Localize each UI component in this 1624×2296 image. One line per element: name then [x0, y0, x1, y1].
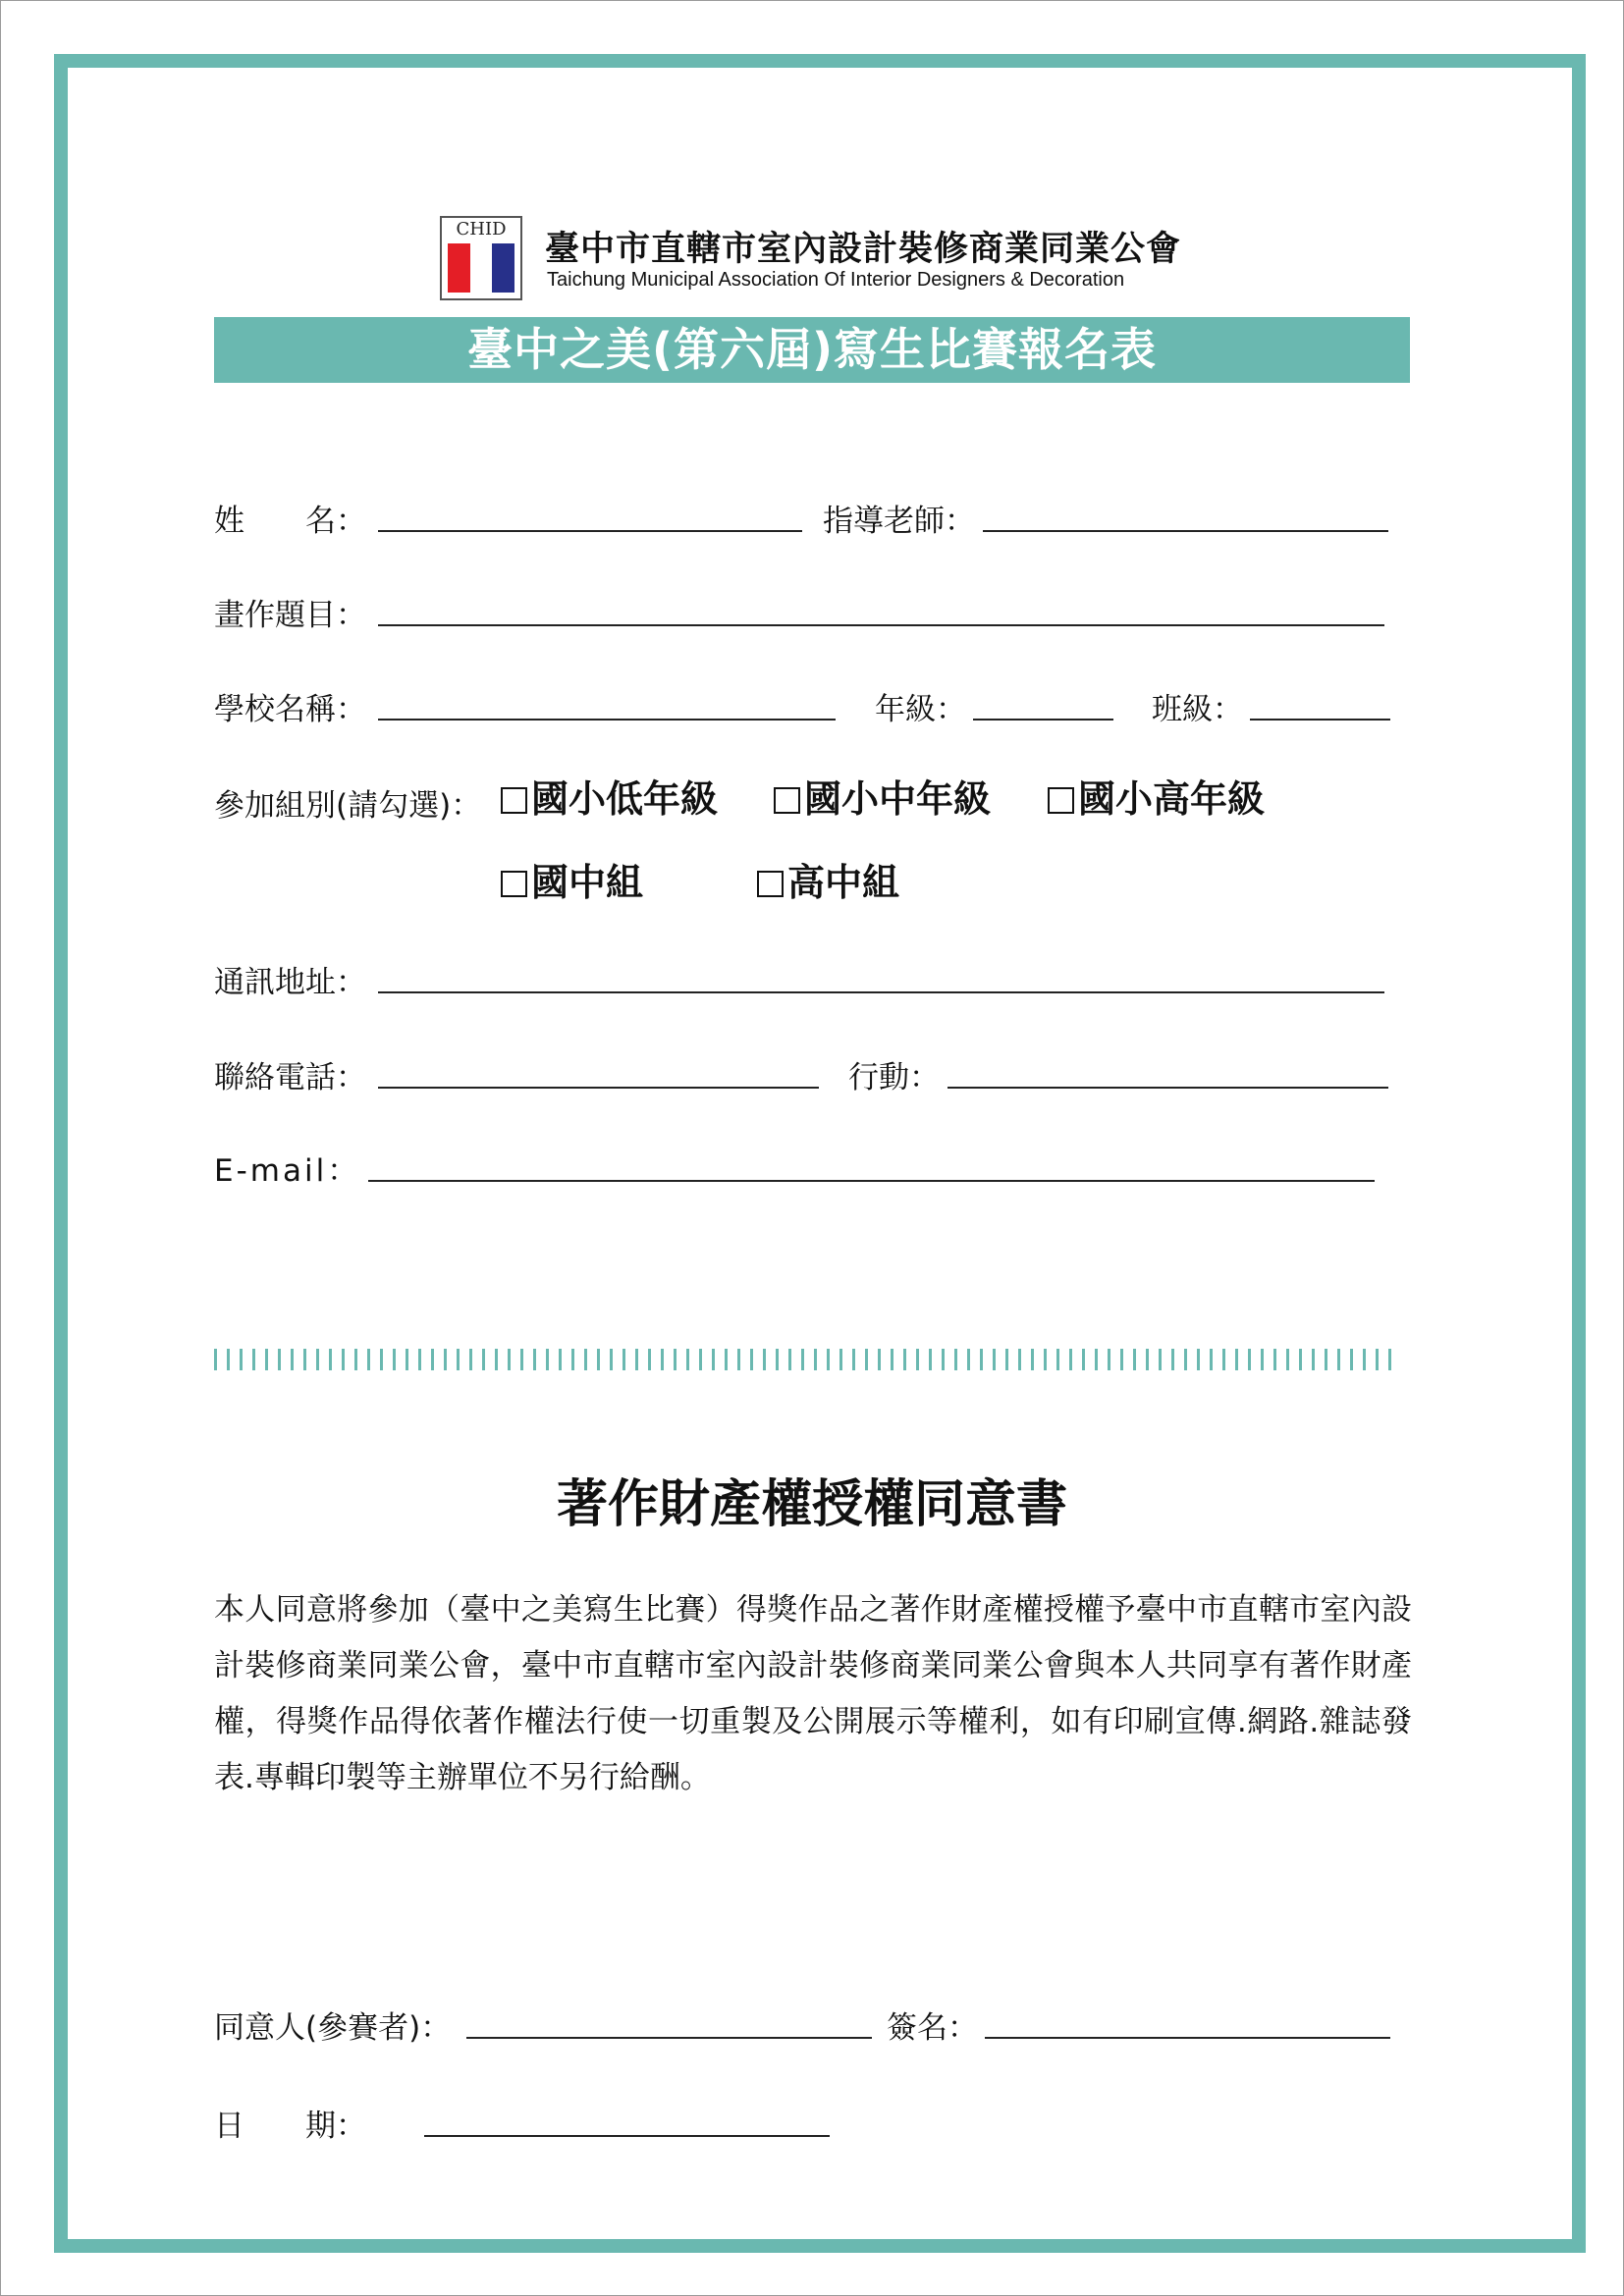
checkbox[interactable]	[501, 787, 527, 814]
consent-body: 本人同意將參加（臺中之美寫生比賽）得獎作品之著作財產權授權予臺中市直轄市室內設計裝修商業同業公會，臺中市直轄市室內設計裝修商業同業公會與本人共同享有著作財產權，得獎作品得依著作權法行使一切重製及公開展示等權利，如有印刷宣傳.網路.雜誌發表.專輯印製等主辦單位不另行給酬。	[214, 1592, 1412, 1795]
mobile-field[interactable]	[947, 1087, 1388, 1089]
consenter-field[interactable]	[466, 2037, 872, 2039]
date-label: 日 期：	[214, 2109, 366, 2144]
class-field[interactable]	[1250, 719, 1390, 721]
option-label: 國小低年級	[531, 777, 719, 821]
group-option-junior-high[interactable]	[501, 852, 643, 906]
logo-red-stripe	[448, 243, 470, 293]
artwork-title-label: 畫作題目：	[214, 598, 366, 633]
group-option-elementary-low[interactable]	[501, 769, 718, 823]
name-label: 姓 名：	[214, 504, 366, 539]
phone-field[interactable]	[378, 1087, 819, 1089]
org-name-en: Taichung Municipal Association Of Interior Designers & Decoration	[547, 269, 1125, 291]
org-name-zh: 臺中市直轄市室內設計裝修商業同業公會	[545, 230, 1182, 269]
dashed-divider	[214, 1349, 1398, 1370]
grade-field[interactable]	[973, 719, 1113, 721]
email-label: E-mail：	[214, 1153, 361, 1189]
option-label: 國中組	[531, 861, 644, 904]
group-option-elementary-high[interactable]	[1048, 769, 1265, 823]
mobile-label: 行動：	[848, 1060, 940, 1095]
teacher-label: 指導老師：	[823, 504, 975, 539]
logo-white-stripe	[470, 243, 492, 293]
checkbox[interactable]	[501, 871, 527, 897]
checkbox[interactable]	[1048, 787, 1074, 814]
phone-label: 聯絡電話：	[214, 1060, 366, 1095]
signature-field[interactable]	[985, 2037, 1390, 2039]
name-field[interactable]	[378, 530, 802, 532]
group-option-elementary-mid[interactable]	[774, 769, 991, 823]
school-field[interactable]	[378, 719, 836, 721]
email-field[interactable]	[368, 1180, 1375, 1182]
school-label: 學校名稱：	[214, 692, 366, 727]
checkbox[interactable]	[757, 871, 784, 897]
consent-title: 著作財產權授權同意書	[556, 1474, 1067, 1534]
group-option-senior-high[interactable]	[757, 852, 899, 906]
option-label: 高中組	[787, 861, 900, 904]
signature-label: 簽名：	[887, 2010, 978, 2046]
checkbox[interactable]	[774, 787, 800, 814]
form-title: 臺中之美(第六屆)寫生比賽報名表	[214, 317, 1410, 383]
teacher-field[interactable]	[983, 530, 1388, 532]
artwork-title-field[interactable]	[378, 624, 1384, 626]
option-label: 國小高年級	[1078, 777, 1266, 821]
grade-label: 年級：	[875, 692, 966, 727]
consenter-label: 同意人(參賽者)：	[214, 2010, 452, 2046]
address-label: 通訊地址：	[214, 965, 366, 1000]
date-field[interactable]	[424, 2135, 830, 2137]
address-field[interactable]	[378, 991, 1384, 993]
logo-text: CHID	[456, 219, 507, 240]
logo-blue-stripe	[492, 243, 514, 293]
option-label: 國小中年級	[804, 777, 992, 821]
chid-logo	[440, 216, 522, 300]
class-label: 班級：	[1152, 692, 1243, 727]
group-label: 參加組別(請勾選)：	[214, 788, 482, 824]
